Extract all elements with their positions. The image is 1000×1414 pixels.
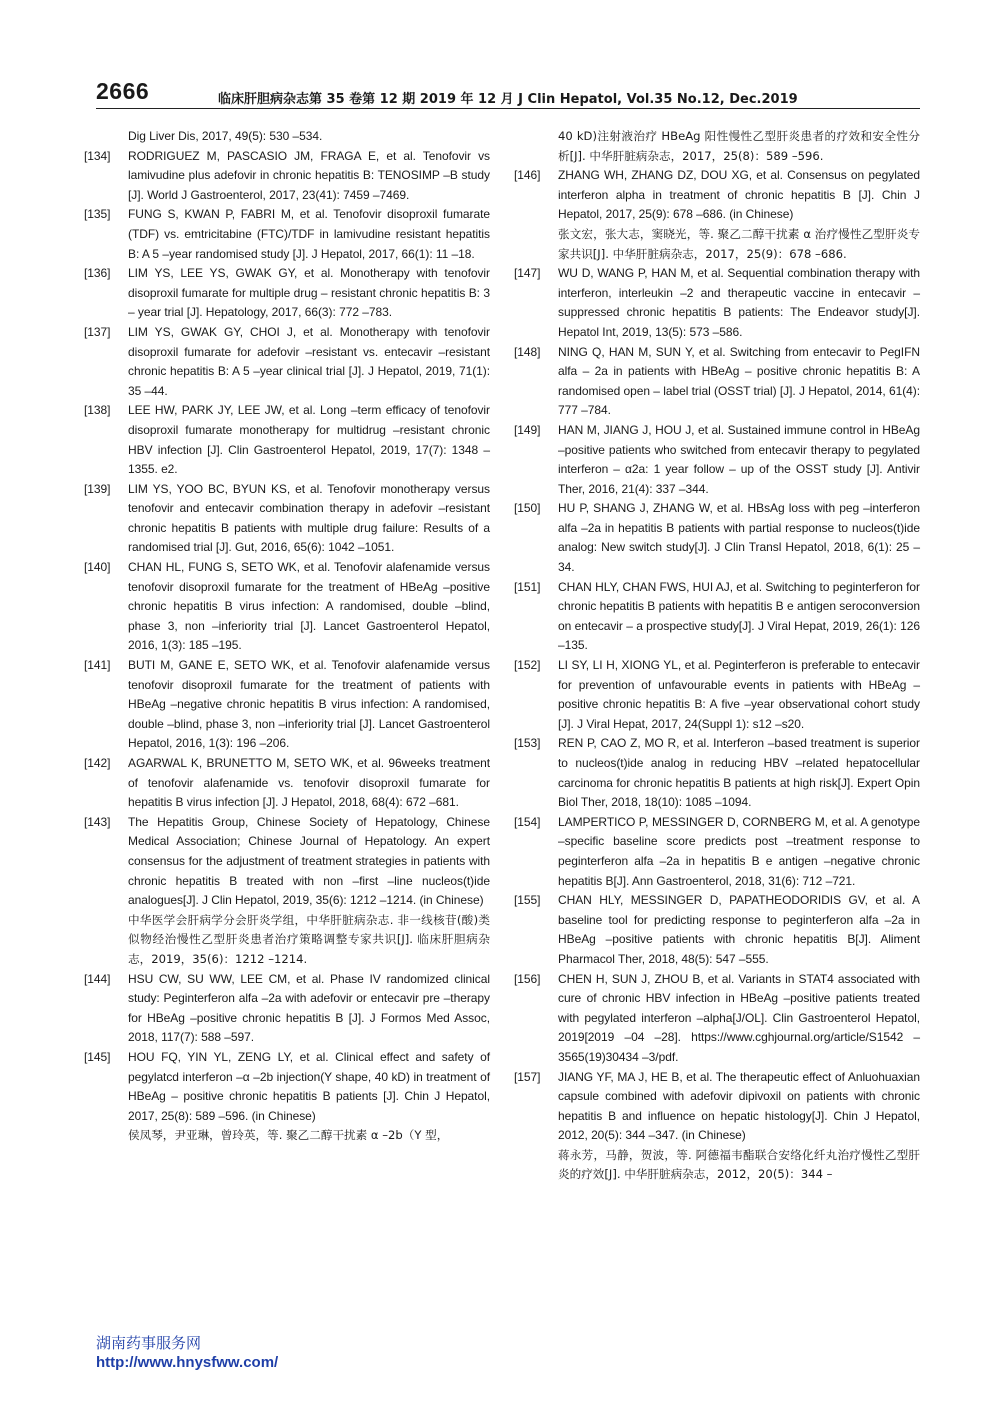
reference-entry: [514, 166, 920, 264]
reference-chinese-text: 蒋永芳，马静，贺波，等. 阿德福韦酯联合安络化纤丸治疗慢性乙型肝炎的疗效[J]. 中华肝脏病杂志，2012，20(5)：344 –: [558, 1147, 920, 1182]
reference-text: The Hepatitis Group, Chinese Society of Hepatology, Chinese Medical Association; Chinese Journal of Hepatology. An expert consensus for the adjustment of treatment strategies in patients with chronic hepatitis B treated with non –first –line nucleos(t)ide analogues[J]. J Clin Hepatol, 2019, 35(6): 1212 –1214. (in Chinese): [128, 814, 490, 908]
reference-number: [149]: [514, 422, 541, 437]
reference-entry: [84, 558, 490, 656]
reference-entry: [84, 813, 490, 970]
reference-text: FUNG S, KWAN P, FABRI M, et al. Tenofovir disoproxil fumarate (TDF) vs. emtricitabine (FTC)/TDF in lamivudine resistant hepatitis B: A 5 –year randomised study [J]. J Hepatol, 2017, 66(1): 11 –18.: [128, 207, 490, 261]
reference-text: LEE HW, PARK JY, LEE JW, et al. Long –term efficacy of tenofovir disoproxil fumarate monotherapy for multidrug –resistant chronic HBV infection [J]. Clin Gastroenterol Hepatol, 2019, 17(7): 1348 –1355. e2.: [128, 403, 490, 477]
reference-text: ZHANG WH, ZHANG DZ, DOU XG, et al. Consensus on pegylated interferon alpha in treatment of chronic hepatitis B [J]. Chin J Hepatol, 2017, 25(9): 678 –686. (in Chinese): [558, 168, 920, 222]
reference-entry: [84, 147, 490, 206]
reference-text: HAN M, JIANG J, HOU J, et al. Sustained immune control in HBeAg –positive patients who switched from entecavir therapy to pegylated interferon – α2a: 1 year follow – up of the OSST study [J]. Antivir Ther, 2016, 21(4): 337 –344.: [558, 422, 920, 496]
reference-number: [137]: [84, 324, 111, 339]
page-number: 2666: [96, 78, 150, 104]
reference-text: HOU FQ, YIN YL, ZENG LY, et al. Clinical effect and safety of pegylatcd interferon –α –2b injection(Y shape, 40 kD) in treatment of HBeAg – positive chronic hepatitis B patients [J]. Chin J Hepatol, 2017, 25(8): 589 –596. (in Chinese): [128, 1049, 490, 1123]
header-rule: [96, 108, 920, 109]
reference-entry: [514, 1068, 920, 1186]
reference-number: [150]: [514, 501, 541, 516]
reference-chinese-text: 侯凤琴，尹亚琳，曾玲英，等. 聚乙二醇干扰素 α –2b（Y 型，: [128, 1128, 449, 1143]
reference-chinese-text: 张文宏，张大志，窦晓光，等. 聚乙二醇干扰素 α 治疗慢性乙型肝炎专家共识[J]. 中华肝脏病杂志，2017，25(9)：678 –686.: [558, 226, 920, 261]
reference-entry: [514, 343, 920, 421]
reference-entry: [84, 754, 490, 813]
reference-number: [152]: [514, 658, 541, 673]
reference-entry: [514, 499, 920, 577]
reference-chinese-text: 中华医学会肝病学分会肝炎学组，中华肝脏病杂志. 非一线核苷(酸)类似物经治慢性乙型肝炎患者治疗策略调整专家共识[J]. 临床肝胆病杂志，2019，35(6)：1212 –1214.: [128, 912, 490, 966]
reference-number: [135]: [84, 207, 111, 222]
reference-entry: [84, 205, 490, 264]
reference-number: [148]: [514, 344, 541, 359]
reference-text: HSU CW, SU WW, LEE CM, et al. Phase IV randomized clinical study: Peginterferon alfa –2a with adefovir or entecavir pre –therapy for HBeAg –positive chronic hepatitis B [J]. J Formos Med Assoc, 2018, 117(7): 588 –597.: [128, 971, 490, 1045]
reference-entry: [84, 401, 490, 479]
reference-number: [156]: [514, 971, 541, 986]
watermark: [96, 1333, 278, 1373]
reference-number: [154]: [514, 814, 541, 829]
reference-text: CHAN HLY, CHAN FWS, HUI AJ, et al. Switching to peginterferon for chronic hepatitis B patients with hepatitis B e antigen seroconversion on entecavir – a prospective study[J]. J Viral Hepat, 2019, 26(1): 126 –135.: [558, 579, 920, 653]
reference-number: [136]: [84, 266, 111, 281]
reference-number: [138]: [84, 403, 111, 418]
reference-entry: [514, 970, 920, 1068]
reference-text: LI SY, LI H, XIONG YL, et al. Peginterferon is preferable to entecavir for prevention of unfavourable events in patients with HBeAg –positive chronic hepatitis B: A five –year observational cohort study [J]. J Viral Hepat, 2017, 24(Suppl 1): s12 –s20.: [558, 658, 920, 731]
reference-entry: [514, 813, 920, 891]
reference-entry: [514, 656, 920, 734]
reference-number: [151]: [514, 579, 541, 594]
reference-entry: [514, 421, 920, 499]
reference-entry: [514, 578, 920, 656]
reference-text: LIM YS, YOO BC, BYUN KS, et al. Tenofovir monotherapy versus tenofovir and entecavir combination therapy in adefovir –resistant chronic hepatitis B patients with multiple drug failure: Results of a randomised trial [J]. Gut, 2016, 65(6): 1042 –1051.: [128, 481, 490, 555]
references-right-column: [514, 127, 920, 1185]
reference-entry: [84, 127, 490, 147]
reference-text: CHAN HLY, MESSINGER D, PAPATHEODORIDIS GV, et al. A baseline tool for predicting response to peginterferon alfa –2a in HBeAg –positive patients with chronic hepatitis B[J]. Aliment Pharmacol Ther, 2018, 48(5): 547 –555.: [558, 893, 920, 966]
reference-number: [140]: [84, 560, 111, 575]
reference-number: [157]: [514, 1069, 541, 1084]
reference-text: AGARWAL K, BRUNETTO M, SETO WK, et al. 96weeks treatment of tenofovir alafenamide vs. tenofovir disoproxil fumarate for hepatitis B virus infection [J]. J Hepatol, 2018, 68(4): 672 –681.: [128, 756, 490, 810]
watermark-site-name: 湖南药事服务网: [96, 1334, 202, 1352]
reference-number: [141]: [84, 658, 111, 673]
reference-entry: [84, 970, 490, 1048]
reference-number: [143]: [84, 814, 111, 829]
reference-text: REN P, CAO Z, MO R, et al. Interferon –based treatment is superior to nucleos(t)ide analog in reducing HBV –related hepatocellular carcinoma for chronic hepatitis B patients at high risk[J]. Expert Opin Biol Ther, 2018, 18(10): 1085 –1094.: [558, 736, 920, 810]
reference-text: RODRIGUEZ M, PASCASIO JM, FRAGA E, et al. Tenofovir vs lamivudine plus adefovir in chronic hepatitis B: TENOSIMP –B study [J]. World J Gastroenterol, 2017, 23(41): 7459 –7469.: [128, 148, 490, 202]
reference-entry: [84, 323, 490, 401]
reference-entry: [84, 656, 490, 754]
reference-number: [142]: [84, 756, 111, 770]
reference-text: LIM YS, LEE YS, GWAK GY, et al. Monotherapy with tenofovir disoproxil fumarate for multiple drug – resistant chronic hepatitis B: 3 – year trial [J]. Hepatology, 2017, 66(3): 772 –783.: [128, 266, 490, 320]
reference-entry: [514, 891, 920, 969]
reference-number: [155]: [514, 893, 541, 908]
reference-entry: [84, 480, 490, 558]
reference-text: LIM YS, GWAK GY, CHOI J, et al. Monotherapy with tenofovir disoproxil fumarate for adefovir –resistant vs. entecavir –resistant chronic hepatitis B: A 5 –year clinical trial [J]. J Hepatol, 2019, 71(1): 35 –44.: [128, 324, 490, 398]
reference-chinese-text: 40 kD)注射液治疗 HBeAg 阳性慢性乙型肝炎患者的疗效和安全性分析[J]. 中华肝脏病杂志，2017，25(8)：589 –596.: [558, 129, 920, 163]
reference-number: [144]: [84, 971, 111, 986]
reference-text: CHEN H, SUN J, ZHOU B, et al. Variants in STAT4 associated with cure of chronic HBV infection in HBeAg –positive patients treated with pegylated interferon –alpha[J/OL]. Clin Gastroenterol Hepatol, 2019[2019 –04 –28]. https://www.cghjournal.org/article/S1542 –3565(19)30434 –3/pdf.: [558, 971, 920, 1064]
reference-entry: [514, 127, 920, 166]
reference-number: [139]: [84, 481, 111, 496]
reference-number: [146]: [514, 168, 541, 183]
reference-text: LAMPERTICO P, MESSINGER D, CORNBERG M, et al. A genotype –specific baseline score predicts post –treatment response to peginterferon alfa –2a in hepatitis B e antigen –negative chronic hepatitis B[J]. Ann Gastroenterol, 2018, 31(6): 712 –721.: [558, 814, 920, 888]
reference-number: [145]: [84, 1049, 111, 1064]
reference-number: [153]: [514, 736, 541, 751]
reference-entry: [84, 264, 490, 323]
reference-entry: [514, 734, 920, 812]
running-header: 临床肝胆病杂志第 35 卷第 12 期 2019 年 12 月 J Clin Hepatol, Vol.35 No.12, Dec.2019: [218, 92, 798, 107]
reference-text: NING Q, HAN M, SUN Y, et al. Switching from entecavir to PegIFN alfa – 2a in patients with HBeAg – positive chronic hepatitis B: A randomised open – label trial (OSST trial) [J]. J Hepatol, 2014, 61(4): 777 –784.: [558, 344, 920, 418]
reference-text: WU D, WANG P, HAN M, et al. Sequential combination therapy with interferon, interleukin –2 and therapeutic vaccine in entecavir –suppressed chronic hepatitis B patients: The Endeavor study[J]. Hepatol Int, 2019, 13(5): 573 –586.: [558, 266, 920, 339]
reference-entry: [514, 264, 920, 342]
reference-entry: [84, 1048, 490, 1146]
reference-text: HU P, SHANG J, ZHANG W, et al. HBsAg loss with peg –interferon alfa –2a in hepatitis B patients with partial response to nucleos(t)ide analog: New switch study[J]. J Clin Transl Hepatol, 2018, 6(1): 25 –34.: [558, 501, 920, 575]
reference-text: JIANG YF, MA J, HE B, et al. The therapeutic effect of Anluohuaxian capsule combined with adefovir dipivoxil on patients with chronic hepatitis B and influence on hepatic histology[J]. Chin J Hepatol, 2012, 20(5): 344 –347. (in Chinese): [558, 1069, 920, 1143]
reference-text: Dig Liver Dis, 2017, 49(5): 530 –534.: [128, 129, 323, 143]
watermark-url[interactable]: http://www.hnysfww.com/: [96, 1354, 279, 1371]
references-left-column: [84, 127, 490, 1146]
reference-text: CHAN HL, FUNG S, SETO WK, et al. Tenofovir alafenamide versus tenofovir disoproxil fumarate for the treatment of HBeAg –positive chronic hepatitis B virus infection: A randomised, double –blind, phase 3, non –inferiority trial [J]. Lancet Gastroenterol Hepatol, 2016, 1(3): 185 –195.: [128, 560, 490, 653]
reference-text: BUTI M, GANE E, SETO WK, et al. Tenofovir alafenamide versus tenofovir disoproxil fumarate for the treatment of patients with HBeAg –negative chronic hepatitis B virus infection: A randomised, double –blind, phase 3, non –inferiority trial [J]. Lancet Gastroenterol Hepatol, 2016, 1(3): 196 –206.: [128, 658, 490, 751]
reference-number: [147]: [514, 266, 541, 281]
reference-number: [134]: [84, 148, 111, 163]
